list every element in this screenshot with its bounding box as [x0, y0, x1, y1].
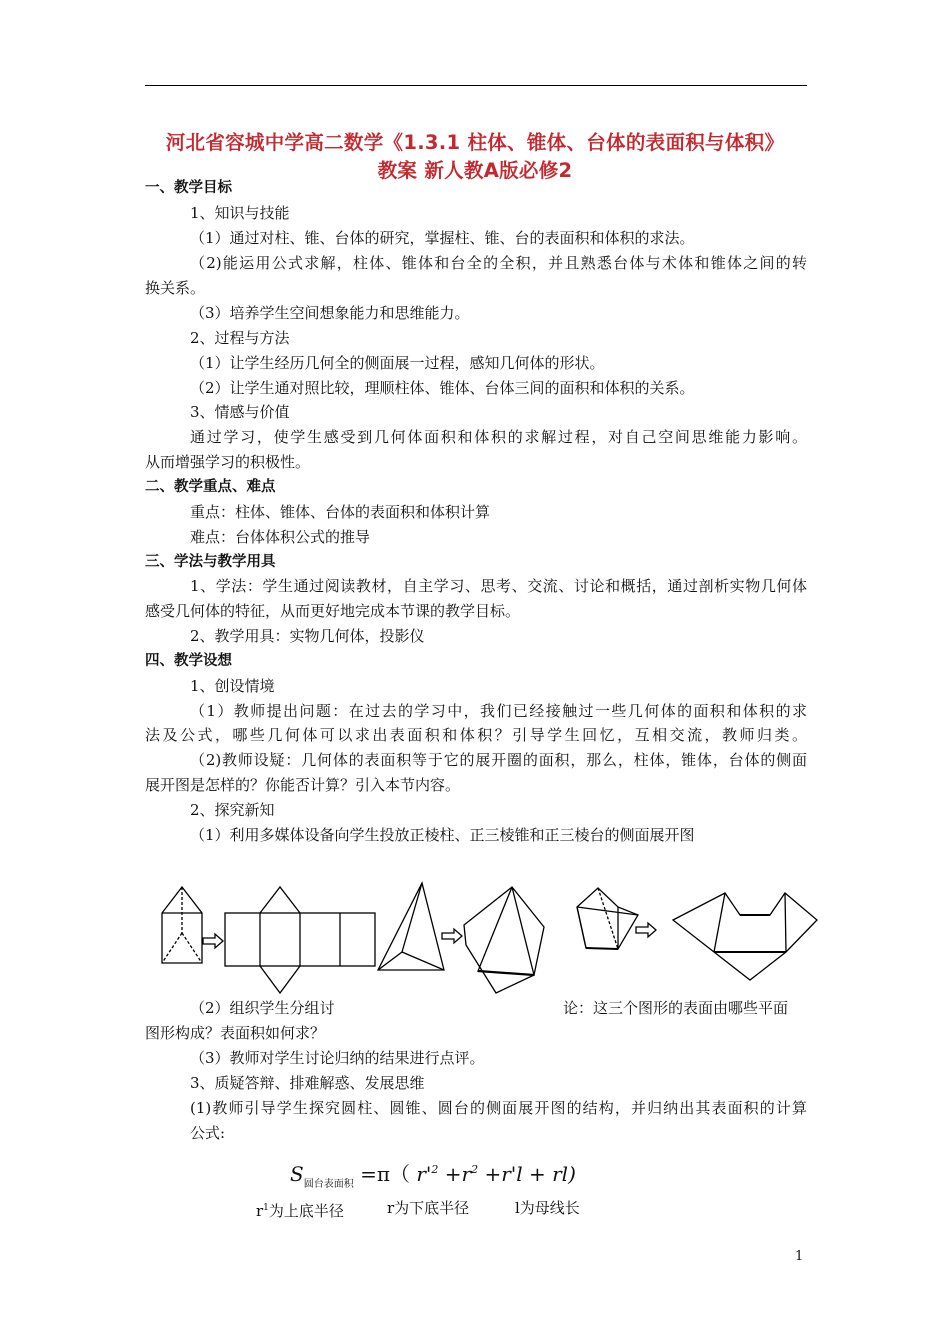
text-line: 3、情感与价值 — [190, 403, 290, 421]
text-line: （3）培养学生空间想象能力和思维能力。 — [190, 304, 470, 322]
text-line: 2、过程与方法 — [190, 329, 290, 347]
header-rule — [145, 85, 807, 86]
text-line: 1、创设情境 — [190, 677, 275, 695]
text-line: 法及公式，哪些几何体可以求出表面积和体积？引导学生回忆，互相交流，教师归类。 — [145, 726, 807, 744]
text-line: 2、教学用具：实物几何体，投影仪 — [190, 627, 425, 645]
text-line: 1、知识与技能 — [190, 204, 290, 222]
pyramid-net-drawing — [464, 887, 544, 993]
frustum-surface-area-formula: $S_{圆台表面积} =\pi$（ $r'^2 +r^2 +r'l + rl$) — [290, 1162, 576, 1190]
text-line: （2）组织学生分组讨 — [190, 999, 335, 1017]
variable-note-upper-radius: $r^1$为上底半径 — [256, 1202, 344, 1220]
text-line: （1）通过对柱、锥、台体的研究，掌握柱、锥、台的表面积和体积的求法。 — [190, 229, 695, 247]
text-line: （1）让学生经历几何全的侧面展一过程，感知几何体的形状。 — [190, 354, 605, 372]
prism-drawing — [162, 887, 202, 963]
document-title-line1: 河北省容城中学高二数学《1.3.1 柱体、锥体、台体的表面积与体积》 — [165, 131, 785, 154]
text-line: (1)教师引导学生探究圆柱、圆锥、圆台的侧面展开图的结构，并归纳出其表面积的计算 — [190, 1099, 807, 1117]
text-line: 2、探究新知 — [190, 801, 275, 819]
variable-note-slant-height: l为母线长 — [515, 1199, 580, 1217]
text-line: 通过学习，使学生感受到几何体面积和体积的求解过程，对自己空间思维能力影响。 — [190, 428, 807, 446]
text-line: 图形构成？表面积如何求？ — [145, 1024, 326, 1042]
variable-note-lower-radius: r为下底半径 — [387, 1199, 470, 1217]
arrow-icon — [203, 934, 223, 948]
text-line: （3）教师对学生讨论归纳的结果进行点评。 — [190, 1049, 485, 1067]
text-line: （2)教师设疑：几何体的表面积等于它的展开圈的面积，那么，柱体，锥体，台体的侧面 — [190, 751, 807, 769]
text-line: 论：这三个图形的表面由哪些平面 — [563, 999, 789, 1017]
frustum-net-drawing — [673, 893, 817, 980]
text-line: 感受几何体的特征，从而更好地完成本节课的教学目标。 — [145, 602, 521, 620]
arrow-icon — [442, 929, 462, 943]
section-heading-objectives: 一、教学目标 — [145, 180, 232, 196]
text-line: 展开图是怎样的？你能否计算？引入本节内容。 — [145, 776, 461, 794]
prism-net-drawing — [225, 887, 375, 993]
text-line: 公式: — [190, 1124, 226, 1142]
section-heading-design: 四、教学设想 — [145, 653, 232, 669]
document-title-line2: 教案 新人教A版必修2 — [377, 159, 573, 182]
text-line: （1）利用多媒体设备向学生投放正棱柱、正三棱锥和正三棱台的侧面展开图 — [190, 826, 695, 844]
text-line: 换关系。 — [145, 279, 206, 297]
solids-nets-figure — [140, 875, 830, 1000]
text-line: 难点：台体体积公式的推导 — [190, 528, 371, 546]
arrow-icon — [636, 923, 656, 937]
page-number: 1 — [795, 1249, 804, 1264]
text-line: （2）让学生通对照比较，理顺柱体、锥体、台体三间的面积和体积的关系。 — [190, 379, 695, 397]
text-line: 重点：柱体、锥体、台体的表面积和体积计算 — [190, 503, 491, 521]
text-line: （1）教师提出问题：在过去的学习中，我们已经接触过一些几何体的面积和体积的求 — [190, 702, 807, 720]
text-line: （2)能运用公式求解，柱体、锥体和台全的全积，并且熟悉台体与术体和锥体之间的转 — [190, 254, 807, 272]
section-heading-key-points: 二、教学重点、难点 — [145, 479, 276, 495]
section-heading-methods: 三、学法与教学用具 — [145, 554, 276, 570]
frustum-drawing — [577, 888, 638, 949]
pyramid-drawing — [378, 883, 444, 970]
text-line: 从而增强学习的积极性。 — [145, 453, 311, 471]
text-line: 3、质疑答辩、排难解惑、发展思维 — [190, 1074, 425, 1092]
text-line: 1、学法：学生通过阅读教材，自主学习、思考、交流、讨论和概括，通过剖析实物几何体 — [190, 577, 807, 595]
